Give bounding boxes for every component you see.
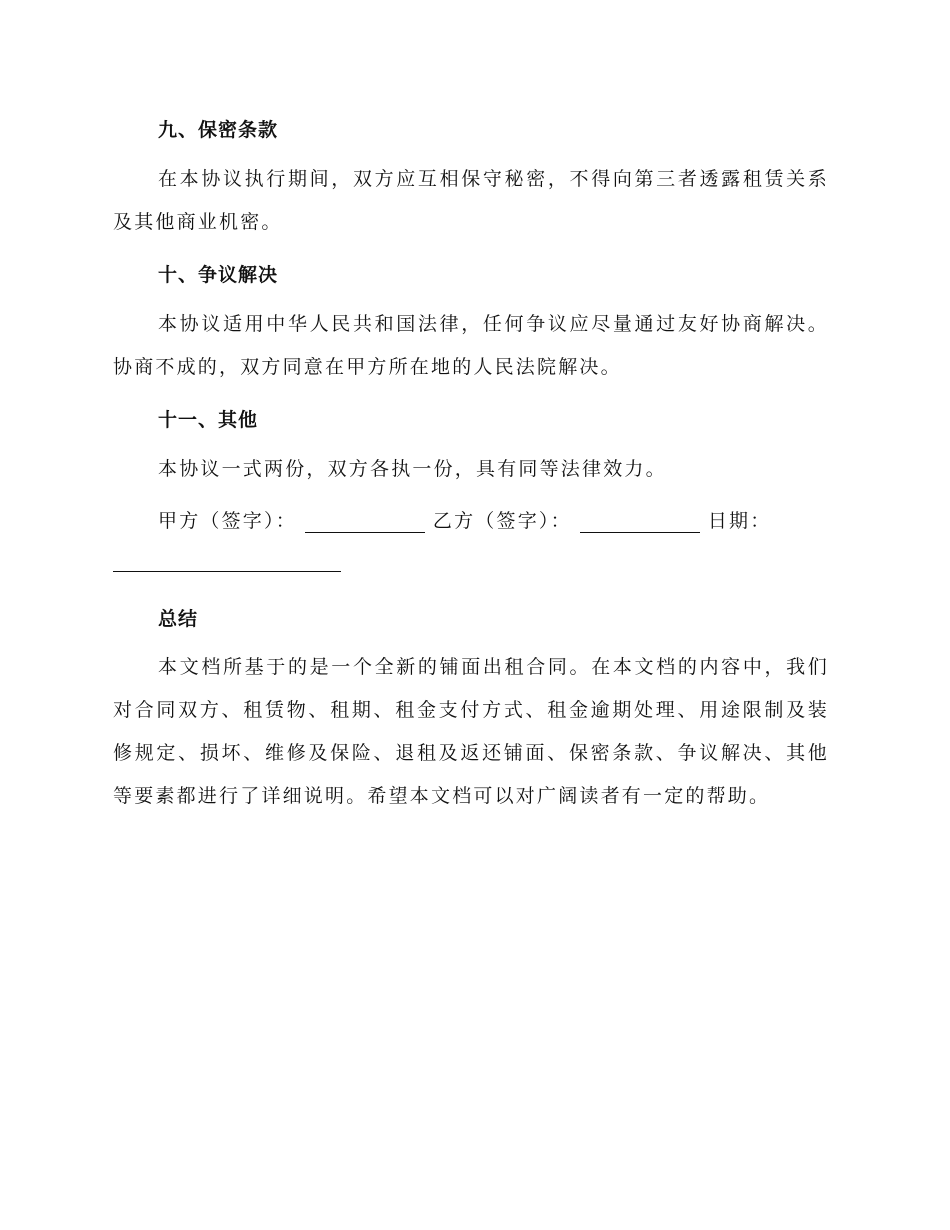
summary-body: 本文档所基于的是一个全新的铺面出租合同。在本文档的内容中，我们对合同双方、租赁物、租期、租金支付方式、租金逾期处理、用途限制及装修规定、损坏、维修及保险、退租及返还铺面、保密条款、争议解决、其他等要素都进行了详细说明。希望本文档可以对广阔读者有一定的帮助。 (113, 656, 829, 807)
party-a-signature-label: 甲方（签字）： (158, 510, 297, 532)
party-b-signature-blank[interactable] (580, 510, 700, 533)
section-body-other: 本协议一式两份，双方各执一份，具有同等法律效力。 (158, 458, 667, 480)
section-heading-dispute: 十、争议解决 (158, 264, 279, 286)
signature-line (158, 503, 771, 539)
party-a-signature-blank[interactable] (305, 510, 425, 533)
party-b-signature-label: 乙方（签字）： (432, 510, 572, 532)
date-blank[interactable] (113, 571, 341, 572)
section-heading-confidentiality: 九、保密条款 (158, 119, 279, 141)
summary-heading: 总结 (158, 608, 199, 630)
section-heading-other: 十一、其他 (158, 409, 259, 431)
section-body-confidentiality: 在本协议执行期间，双方应互相保守秘密，不得向第三者透露租赁关系及其他商业机密。 (113, 168, 829, 233)
section-body-dispute: 本协议适用中华人民共和国法律，任何争议应尽量通过友好协商解决。协商不成的，双方同意在甲方所在地的人民法院解决。 (113, 313, 829, 378)
date-label: 日期： (707, 510, 772, 532)
